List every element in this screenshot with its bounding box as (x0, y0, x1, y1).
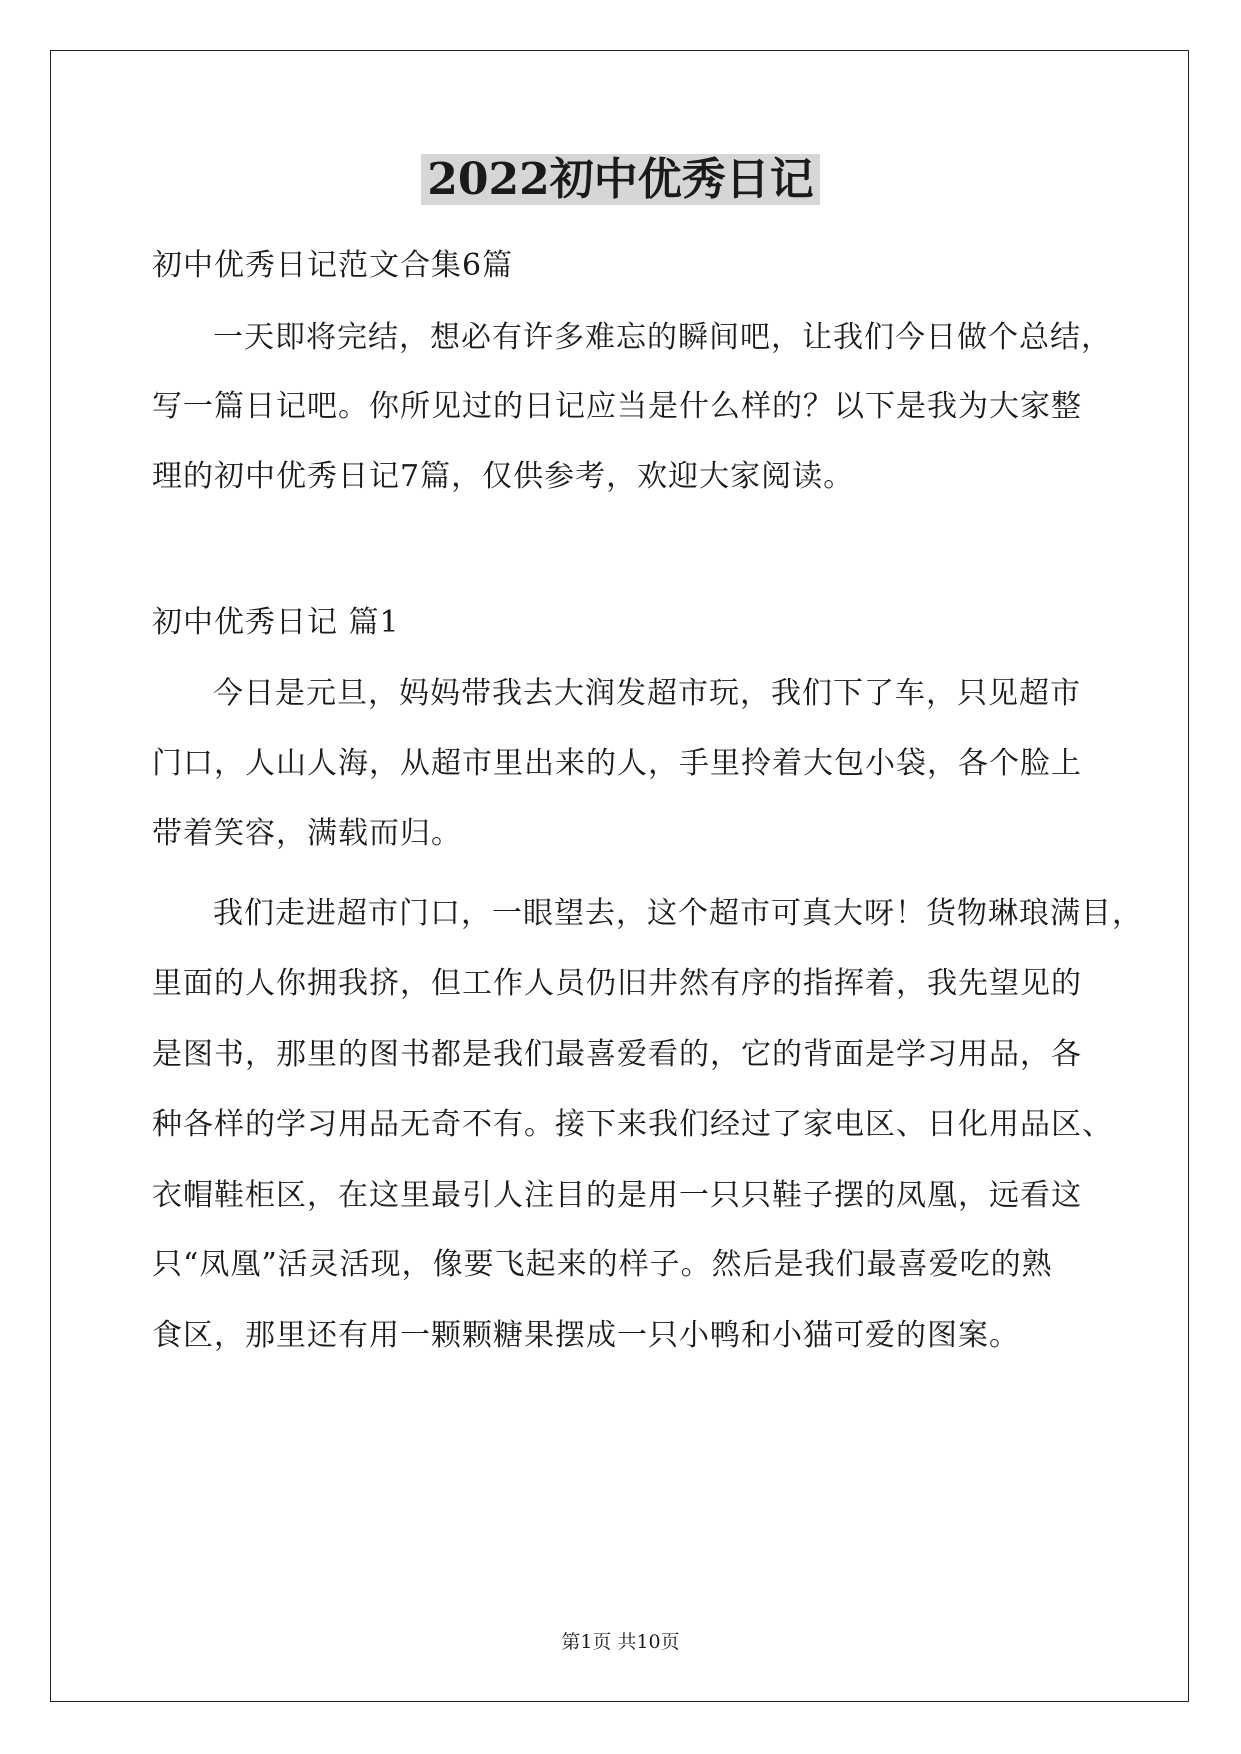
paragraph-line: 里面的人你拥我挤，但工作人员仍旧井然有序的指挥着，我先望见的 (152, 966, 1082, 1001)
intro-line: 写一篇日记吧。你所见过的日记应当是什么样的？以下是我为大家整 (152, 389, 1082, 424)
section-heading: 初中优秀日记 篇1 (152, 605, 400, 640)
intro-line: 理的初中优秀日记7篇，仅供参考，欢迎大家阅读。 (152, 459, 855, 494)
intro-line: 一天即将完结，想必有许多难忘的瞬间吧，让我们今日做个总结， (213, 320, 1112, 355)
subtitle: 初中优秀日记范文合集6篇 (152, 248, 514, 283)
paragraph-line: 种各样的学习用品无奇不有。接下来我们经过了家电区、日化用品区、 (152, 1107, 1113, 1142)
paragraph-line: 只“凤凰”活灵活现，像要飞起来的样子。然后是我们最喜爱吃的熟 (152, 1247, 1053, 1282)
paragraph-line: 今日是元旦，妈妈带我去大润发超市玩，我们下了车，只见超市 (213, 676, 1081, 711)
paragraph-line: 是图书，那里的图书都是我们最喜爱看的，它的背面是学习用品，各 (152, 1037, 1082, 1072)
paragraph-line: 带着笑容，满载而归。 (152, 816, 462, 851)
page-border (50, 50, 1189, 1702)
paragraph-line: 我们走进超市门口，一眼望去，这个超市可真大呀！货物琳琅满目， (213, 896, 1143, 931)
document-title: 2022初中优秀日记 (0, 150, 1241, 210)
paragraph-line: 食区，那里还有用一颗颗糖果摆成一只小鸭和小猫可爱的图案。 (152, 1318, 1020, 1353)
paragraph-line: 衣帽鞋柜区，在这里最引人注目的是用一只只鞋子摆的凤凰，远看这 (152, 1178, 1082, 1213)
page-footer: 第1页 共10页 (561, 1631, 680, 1653)
paragraph-line: 门口，人山人海，从超市里出来的人，手里拎着大包小袋，各个脸上 (152, 746, 1082, 781)
